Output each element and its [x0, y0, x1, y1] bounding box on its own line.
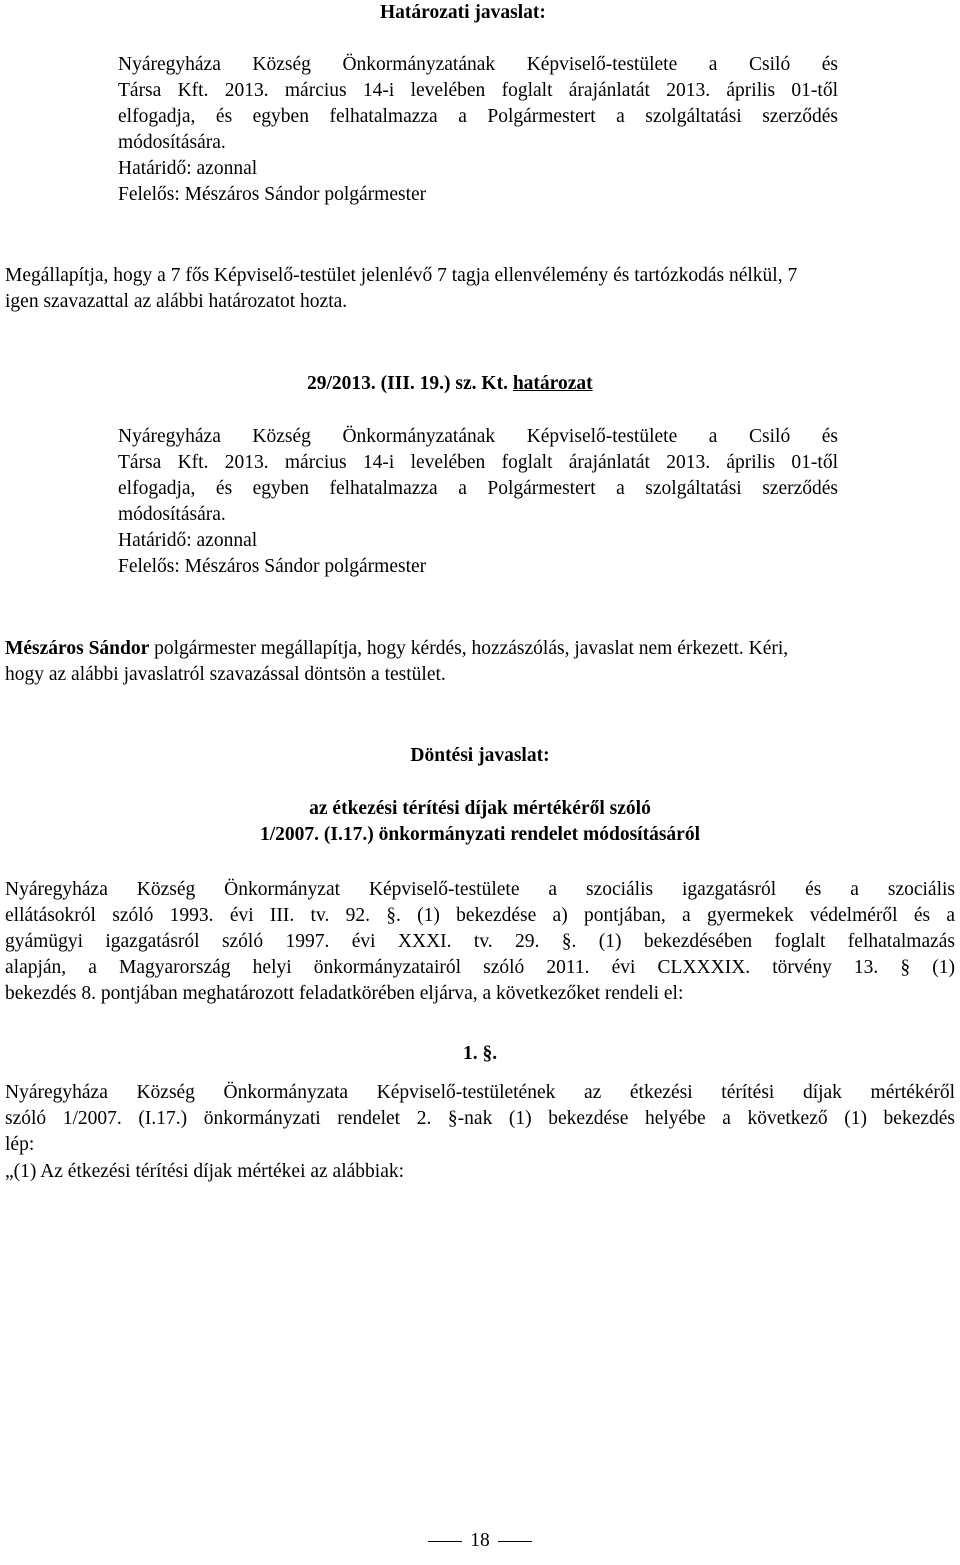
resolution-responsible: Felelős: Mészáros Sándor polgármester	[118, 556, 427, 577]
resolution-line: módosítására.	[118, 504, 226, 525]
resolution-text	[118, 424, 838, 580]
resolution-line: Társa Kft. 2013. március 14-i levelében foglalt árajánlatát 2013. április 01-től	[118, 452, 838, 473]
preamble-line: bekezdés 8. pontjában meghatározott feladatkörében eljárva, a következőket rendeli el:	[5, 983, 684, 1004]
resolution-deadline: Határidő: azonnal	[118, 530, 258, 551]
preamble-line: gyámügyi igazgatásról szóló 1997. évi XXXI. tv. 29. §. (1) bekezdésében foglalt felhatalmazás	[5, 931, 955, 952]
mayor-statement-text: polgármester megállapítja, hogy kérdés, hozzászólás, javaslat nem érkezett. Kéri,	[149, 638, 789, 659]
finding-line: igen szavazattal az alábbi határozatot hozta.	[5, 291, 348, 312]
finding-line: Megállapítja, hogy a 7 fős Képviselő-testület jelenlévő 7 tagja ellenvélemény és tartózkodás nélkül, 7	[5, 265, 798, 286]
proposal-line: módosítására.	[118, 132, 226, 153]
finding-paragraph	[5, 263, 955, 315]
proposal-line: Nyáregyháza Község Önkormányzatának Képviselő-testülete a Csiló és	[118, 54, 838, 75]
proposal-responsible: Felelős: Mészáros Sándor polgármester	[118, 184, 427, 205]
footer-dash-right	[498, 1541, 532, 1542]
preamble-line: Nyáregyháza Község Önkormányzat Képviselő-testülete a szociális igazgatásról és a szociális	[5, 879, 955, 900]
decree-title-line: 1/2007. (I.17.) önkormányzati rendelet módosításáról	[260, 824, 700, 845]
resolution-title	[307, 371, 593, 397]
proposal-deadline: Határidő: azonnal	[118, 158, 258, 179]
preamble-line: alapján, a Magyarország helyi önkormányzatairól szóló 2011. évi CLXXXIX. törvény 13. § (1)	[5, 957, 955, 978]
preamble-paragraph	[5, 877, 955, 1007]
mayor-statement-line: hogy az alábbi javaslatról szavazással döntsön a testület.	[5, 664, 446, 685]
resolution-number: 29/2013. (III. 19.) sz. Kt.	[307, 373, 508, 394]
section-title: 1. §.	[462, 1043, 498, 1064]
page-footer	[0, 1528, 960, 1554]
resolution-word: határozat	[512, 373, 593, 394]
decision-heading: Döntési javaslat:	[410, 745, 550, 766]
decree-title	[0, 796, 960, 848]
section-quote: „(1) Az étkezési térítési díjak mértékei az alábbiak:	[5, 1161, 405, 1182]
section-line: lép:	[5, 1134, 35, 1155]
resolution-line: Nyáregyháza Község Önkormányzatának Képviselő-testülete a Csiló és	[118, 426, 838, 447]
preamble-line: ellátásokról szóló 1993. évi III. tv. 92. §. (1) bekezdése a) pontjában, a gyermekek védelméről és a	[5, 905, 955, 926]
proposal-text	[118, 52, 838, 208]
resolution-line: elfogadja, és egyben felhatalmazza a Polgármestert a szolgáltatási szerződés	[118, 478, 838, 499]
section-line: Nyáregyháza Község Önkormányzata Képviselő-testületének az étkezési térítési díjak mértékéről	[5, 1082, 955, 1103]
proposal-line: Társa Kft. 2013. március 14-i levelében foglalt árajánlatát 2013. április 01-től	[118, 80, 838, 101]
proposal-line: elfogadja, és egyben felhatalmazza a Polgármestert a szolgáltatási szerződés	[118, 106, 838, 127]
decree-title-line: az étkezési térítési díjak mértékéről szóló	[309, 798, 651, 819]
footer-dash-left	[428, 1541, 462, 1542]
section-paragraph	[5, 1080, 955, 1158]
page-number: 18	[470, 1530, 490, 1551]
mayor-name: Mészáros Sándor	[5, 638, 150, 659]
proposal-heading: Határozati javaslat:	[380, 2, 546, 23]
mayor-statement	[5, 636, 955, 688]
section-line: szóló 1/2007. (I.17.) önkormányzati rendelet 2. §-nak (1) bekezdése helyébe a következő (1) bekezdés	[5, 1108, 955, 1129]
